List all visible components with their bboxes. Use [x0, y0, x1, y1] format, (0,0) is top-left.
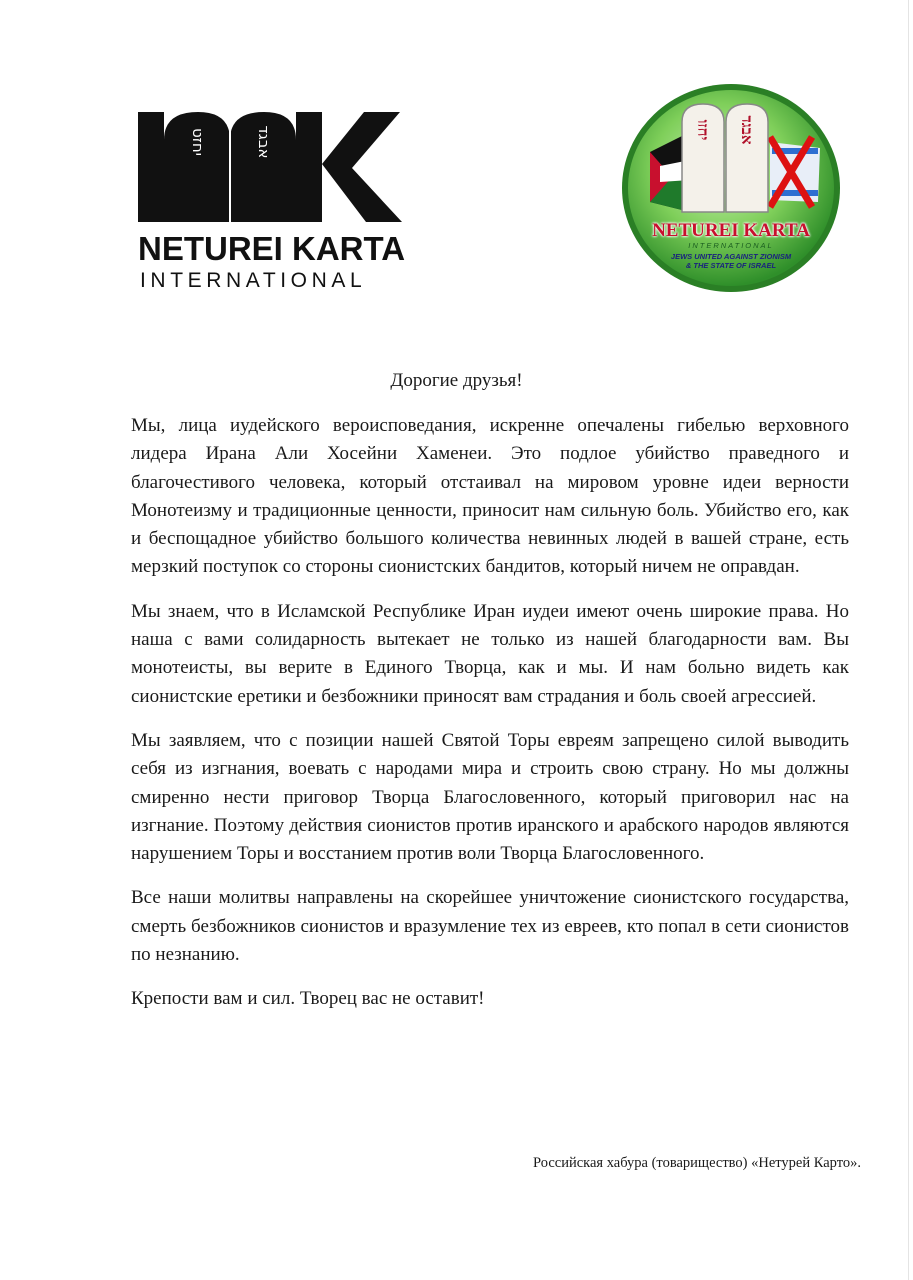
svg-text:אבגד: אבגד [255, 125, 273, 159]
letter-greeting: Дорогие друзья! [390, 370, 523, 391]
letter-body [131, 412, 849, 1030]
tagline-line-1: JEWS UNITED AGAINST ZIONISM [670, 252, 792, 261]
logo-right-tagline [660, 252, 802, 270]
svg-text:אבגד: אבגד [738, 115, 756, 145]
neturei-karta-international-logo [138, 112, 408, 292]
logo-right-title: NETUREI KARTA [652, 220, 810, 241]
paragraph: Крепости вам и сил. Творец вас не оставит! [131, 988, 485, 1010]
logo-left-subtitle: INTERNATIONAL [140, 269, 367, 292]
tablets-nk-mark-icon [138, 112, 408, 224]
svg-text:יחזו: יחזו [694, 119, 712, 141]
paragraph: Все наши молитвы направлены на скорейшее уничтожение сионистского государства, смерть безбожников сионистов и вразумление тех из евреев, кто попал в сети сионистов по незнанию. [131, 887, 849, 966]
page-edge-divider [908, 0, 909, 1280]
tagline-line-2: & THE STATE OF ISRAEL [685, 261, 777, 270]
paragraph: Мы, лица иудейского вероисповедания, искренне опечалены гибелью верховного лидера Ирана Али Хосейни Хаменеи. Это подлое убийство праведного и благочестивого человека, который отстаивал на мировом уровне идеи верности Монотеизму и традиционные ценности, приносит нам сильную боль. Убийство его, как и беспощадное убийство большого количества невинных людей в вашей стране, есть мерзкий поступок со стороны сионистских бандитов, который ничем не оправдан. [131, 415, 849, 578]
paragraph: Мы знаем, что в Исламской Республике Иран иудеи имеют очень широкие права. Но наша с вами солидарность вытекает не только из нашей благодарности вам. Вы монотеисты, вы верите в Единого Творца, как и мы. И нам больно видеть как сионистские еретики и безбожники приносят вам страдания и боль своей агрессией. [131, 600, 849, 707]
svg-text:יחזט: יחזט [189, 127, 207, 157]
paragraph: Мы заявляем, что с позиции нашей Святой Торы евреям запрещено силой выводить себя из изгнания, воевать с народами мира и строить свою страну. Но мы должны смиренно нести приговор Творца Благословенного, который приговорил нас на изгнание. Поэтому действия сионистов против иранского и арабского народов являются нарушением Торы и восстанием против воли Творца Благословенного. [131, 729, 849, 865]
logo-left-title: NETUREI KARTA [138, 230, 406, 267]
neturei-karta-round-badge [620, 82, 842, 294]
logo-right-subtitle: INTERNATIONAL [688, 241, 774, 250]
letter-signature: Российская хабура (товарищество) «Нетурей Карто». [533, 1155, 861, 1171]
